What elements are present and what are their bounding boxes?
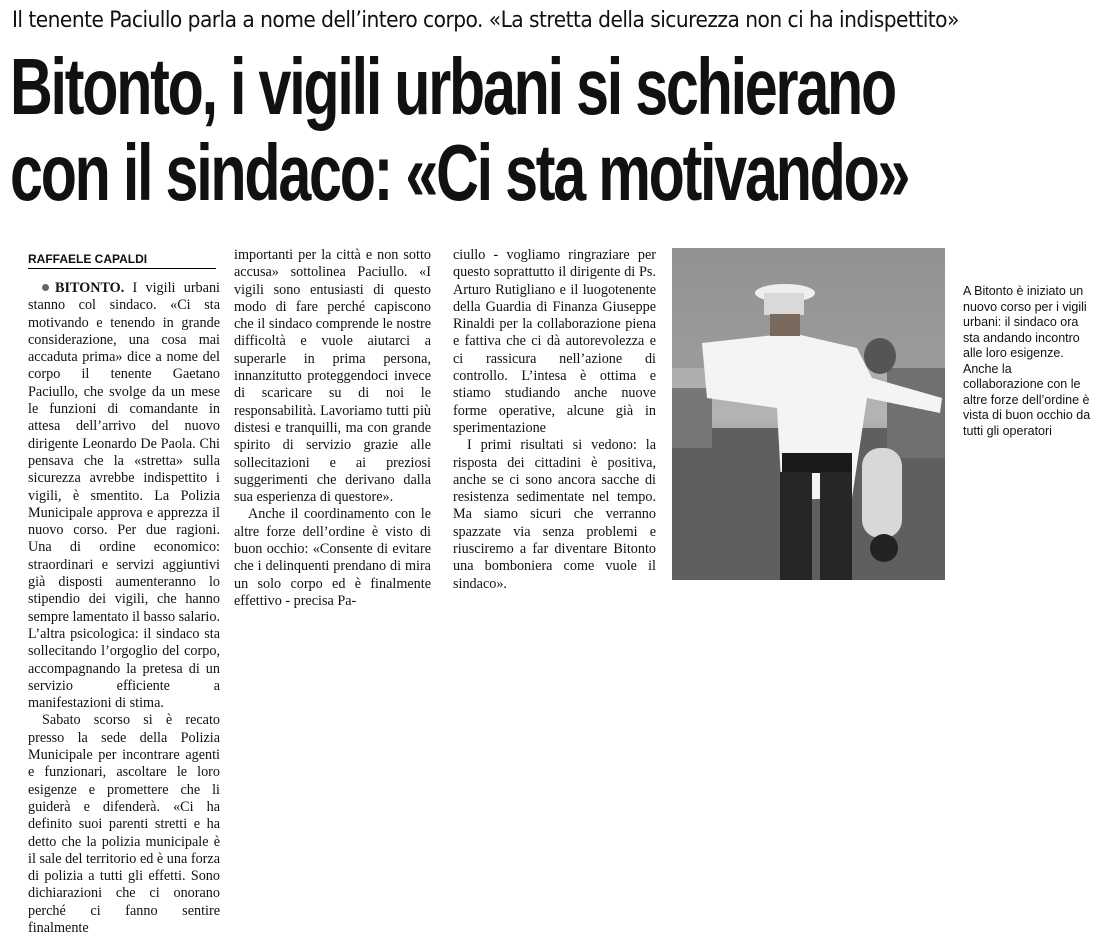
paragraph: Anche il coordinamento con le altre forze dell’ordine è visto di buon occhio: «Consente di evitare che i delinquenti prendano di mira un solo corpo ed è finalmente effettivo - precisa Pa- (234, 506, 431, 609)
headline (10, 44, 1095, 216)
news-photo (672, 248, 945, 580)
headline-line-1: Bitonto, i vigili urbani si schierano (10, 42, 895, 131)
bullet-icon (42, 284, 49, 291)
kicker: Il tenente Paciullo parla a nome dell’intero corpo. «La stretta della sicurezza non ci ha indispettito» (12, 8, 959, 33)
paragraph: importanti per la città e non sotto accusa» sottolinea Paciullo. «I vigili sono entusiasti di questo modo di fare perché capiscono che il sindaco comprende le nostre difficoltà e vuole aiutarci a superarle in prima persona, innanzitutto proteggendoci invece di scaricare su di noi le responsabilità. Lavoriamo tutti più distesi e tranquilli, ma con grande spirito di servizio grazie alle sollecitazioni e ai preziosi suggerimenti che derivano dalla sua esperienza di questore». (234, 247, 431, 506)
byline: RAFFAELE CAPALDI (28, 252, 216, 269)
paragraph (28, 280, 220, 712)
paragraph: Sabato scorso si è recato presso la sede della Polizia Municipale per incontrare agenti e funzionari, ascoltare le loro esigenze e promettere che li guiderà e difenderà. «Ci ha definito suoi parenti stretti e ha detto che la polizia municipale è il sale del territorio ed è una forza di polizia a tutti gli effetti. Sono dichiarazioni che ci onorano perché ci fanno sentire finalmente (28, 712, 220, 936)
dateline: BITONTO. (55, 280, 125, 296)
paragraph: I primi risultati si vedono: la risposta dei cittadini è positiva, anche se ci sono ancora sacche di resistenza sedimentate nel tempo. Ma siamo sicuri che verranno spazzate via senza problemi e riusciremo a far diventare Bitonto una bomboniera come vuole il sindaco». (453, 437, 656, 592)
article-column-3 (453, 247, 656, 593)
headline-line-2: con il sindaco: «Ci sta motivando» (10, 128, 909, 217)
paragraph: ciullo - vogliamo ringraziare per questo soprattutto il dirigente di Ps. Arturo Rutigliano e il luogotenente della Guardia di Finanza Giuseppe Rinaldi per la collaborazione piena e fattiva che ci dà autorevolezza e ci rassicura nell’azione di controllo. L’intesa è ottima e stiamo studiando anche nuove forme operative, alcune già in sperimentazione (453, 247, 656, 436)
article-column-2 (234, 247, 431, 610)
photo-caption: A Bitonto è iniziato un nuovo corso per i vigili urbani: il sindaco ora sta andando incontro alle loro esigenze. Anche la collaborazione con le altre forze dell’ordine è vista di buon occhio da tutti gli operatori (963, 284, 1091, 438)
article-column-1 (28, 280, 220, 937)
paragraph-text: I vigili urbani stanno col sindaco. «Ci sta motivando e tenendo in grande considerazione, una cosa mai accaduta prima» dice a nome del corpo il tenente Gaetano Paciullo, che svolge da un mese le funzioni di comandante in attesa dell’arrivo del nuovo dirigente Leonardo De Paola. Chi pensava che la «stretta» sulla sicurezza avrebbe indispettito i vigili, è smentito. La Polizia Municipale approva e apprezza il nuovo corso. Per due ragioni. Una di ordine economico: straordinari e servizi aggiuntivi già disposti aumenteranno lo stipendio dei vigili, che hanno sempre lamentato il basso salario. L’altra psicologica: il sindaco sta sollecitando l’orgoglio del corpo, accompagnando la pretesa di un servizio efficiente a manifestazioni di stima. (28, 280, 220, 712)
traffic-officer-image (672, 248, 945, 580)
